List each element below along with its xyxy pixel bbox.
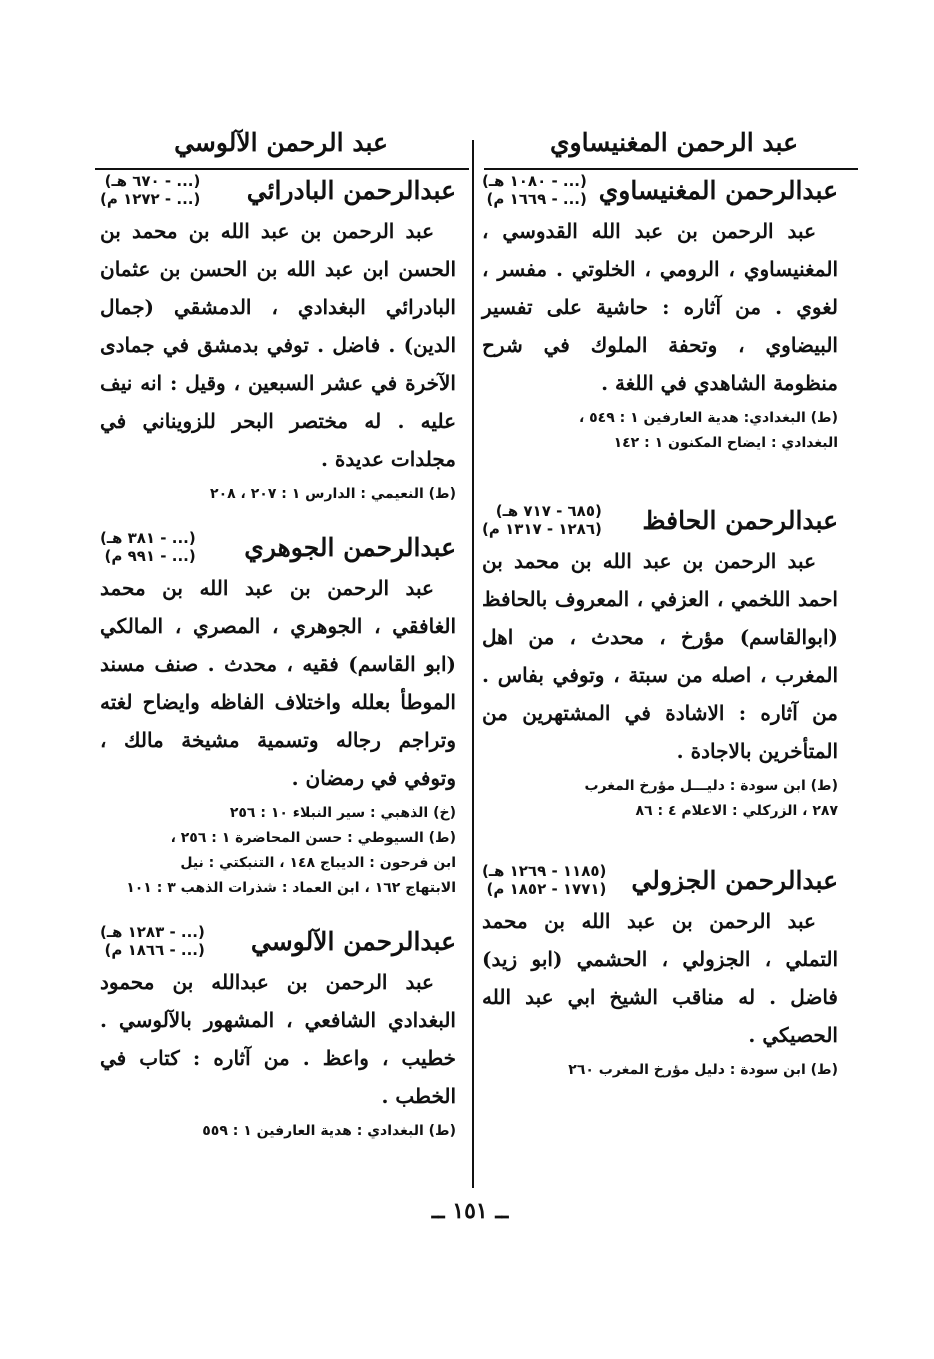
entry-body: عبد الرحمن بن عبد الله بن محمد التملي ، الجزولي ، الحشمي (ابو زيد) فاضل . له مناقب الشيخ ابي عبد الله الحصيكي . [482, 909, 838, 1047]
entry-heading [100, 172, 456, 208]
entry-heading [100, 923, 456, 959]
entry-name: عبدالرحمن الآلوسي [250, 926, 456, 956]
source-line: (ط) البغدادي : هدية العارفين ١ : ٥٥٩ [202, 1123, 456, 1139]
source-line: (ط) البغدادي: هدية العارفين ١ : ٥٤٩ ، [578, 410, 838, 426]
entry-name: عبدالرحمن الجوهري [244, 532, 456, 562]
source-line: ٢٨٧ ، الزركلي : الاعلام ٤ : ٨٦ [635, 803, 838, 819]
entry [482, 502, 838, 824]
dates-gregorian: (... - ١٦٦٩ م) [486, 190, 587, 208]
source-line: (ط) ابن سودة : دليـــل مؤرخ المغرب [584, 778, 838, 794]
entry-dates [482, 862, 606, 898]
entry-dates [100, 529, 196, 565]
dates-hijri: (... - ٣٨١ هـ) [100, 529, 196, 547]
right-column [482, 172, 838, 1105]
dates-gregorian: (١٧٧١ - ١٨٥٢ م) [486, 880, 607, 898]
source-line: (ط) ابن سودة : دليل مؤرخ المغرب ٢٦٠ [568, 1062, 838, 1078]
entry-name: عبدالرحمن البادرائي [246, 175, 456, 205]
source-line: الابتهاج ١٦٢ ، ابن العماد : شذرات الذهب ٣ : ١٠١ [126, 880, 456, 896]
entry-dates [100, 172, 200, 208]
dates-gregorian: (١٢٨٦ - ١٣١٧ م) [482, 520, 602, 538]
entry-sources [100, 1119, 456, 1144]
entry-body: عبد الرحمن بن عبد الله بن محمد الغافقي ، الجوهري ، المصري ، المالكي (ابو القاسم) فقيه ، محدث . صنف مسند الموطأ بعلله واختلاف الفاظه وايضاح لغته وتراجم رجاله وتسمية مشيخة مالك ، وتوفي في رمضان . [100, 576, 456, 790]
column-divider [472, 140, 474, 1188]
source-line: البغدادي : ايضاح المكنون ١ : ١٤٢ [613, 435, 838, 451]
dates-hijri: (١١٨٥ - ١٢٦٩ هـ) [482, 862, 607, 880]
entry-sources [482, 406, 838, 456]
source-line: ابن فرحون : الديباج ١٤٨ ، التنبكتي : نيل [180, 855, 456, 871]
entry-body: عبد الرحمن بن عبد الله بن محمد بن احمد اللخمي ، العزفي ، المعروف بالحافظ (ابوالقاسم) مؤرخ ، محدث ، من اهل المغرب ، اصله من سبتة ، وتوفي بفاس . من آثاره : الاشادة في المشتهرين من المتأخرين بالاجادة . [482, 549, 838, 763]
dates-hijri: (... - ١٠٨٠ هـ) [482, 172, 587, 190]
entry-dates [100, 923, 205, 959]
dates-hijri: (... - ٦٧٠ هـ) [104, 172, 201, 190]
entry-sources [482, 774, 838, 824]
header-rule-left [95, 168, 469, 170]
source-line: (خ) الذهبي : سير النبلاء ١٠ : ٢٥٦ [229, 805, 456, 821]
entry [482, 172, 838, 456]
entry [482, 862, 838, 1083]
entry-dates [482, 172, 587, 208]
source-line: (ط) السيوطي : حسن المحاضرة ١ : ٢٥٦ ، [170, 830, 456, 846]
entry-sources [100, 801, 456, 901]
dates-gregorian: (... - ١٨٦٦ م) [104, 941, 205, 959]
dates-gregorian: (... - ٩٩١ م) [104, 547, 196, 565]
entry [100, 172, 456, 507]
entry-sources [100, 482, 456, 507]
entry-heading [100, 529, 456, 565]
entry-sources [482, 1058, 838, 1083]
left-column [100, 172, 456, 1166]
source-line: (ط) النعيمي : الدارس ١ : ٢٠٧ ، ٢٠٨ [210, 486, 456, 502]
entry-name: عبدالرحمن الحافظ [642, 505, 838, 535]
entry [100, 529, 456, 901]
running-header-right: عبد الرحمن المغنيساوي [549, 128, 798, 157]
dates-hijri: (٦٨٥ - ٧١٧ هـ) [495, 502, 602, 520]
entry-body: عبد الرحمن بن عبدالله بن محمود البغدادي الشافعي ، المشهور بالآلوسي . خطيب ، واعظ . من آثاره : كتاب في الخطب . [100, 970, 456, 1108]
entry [100, 923, 456, 1144]
entry-name: عبدالرحمن الجزولي [631, 865, 838, 895]
page-number: ــ ١٥١ ــ [431, 1198, 509, 1224]
entry-heading [482, 862, 838, 898]
dates-gregorian: (... - ١٢٧٢ م) [100, 190, 201, 208]
entry-body: عبد الرحمن بن عبد الله القدوسي ، المغنيساوي ، الرومي ، الخلوتي . مفسر ، لغوي . من آثاره : حاشية على تفسير البيضاوي ، وتحفة الملوك في شرح منظومة الشاهدي في اللغة . [482, 219, 838, 395]
entry-heading [482, 502, 838, 538]
entry-name: عبدالرحمن المغنيساوي [598, 175, 838, 205]
entry-body: عبد الرحمن بن عبد الله بن محمد بن الحسن ابن عبد الله بن الحسن بن عثمان البادرائي البغدادي ، الدمشقي (جمال الدين) . فاضل . توفي بدمشق في جمادى الآخرة في عشر السبعين ، وقيل : انه نيف عليه . له مختصر البحر للزويناني في مجلدات عديدة . [100, 219, 456, 471]
dates-hijri: (... - ١٢٨٣ هـ) [100, 923, 205, 941]
entry-dates [482, 502, 602, 538]
running-header-left: عبد الرحمن الآلوسي [174, 128, 388, 157]
entry-heading [482, 172, 838, 208]
header-rule-right [484, 168, 858, 170]
